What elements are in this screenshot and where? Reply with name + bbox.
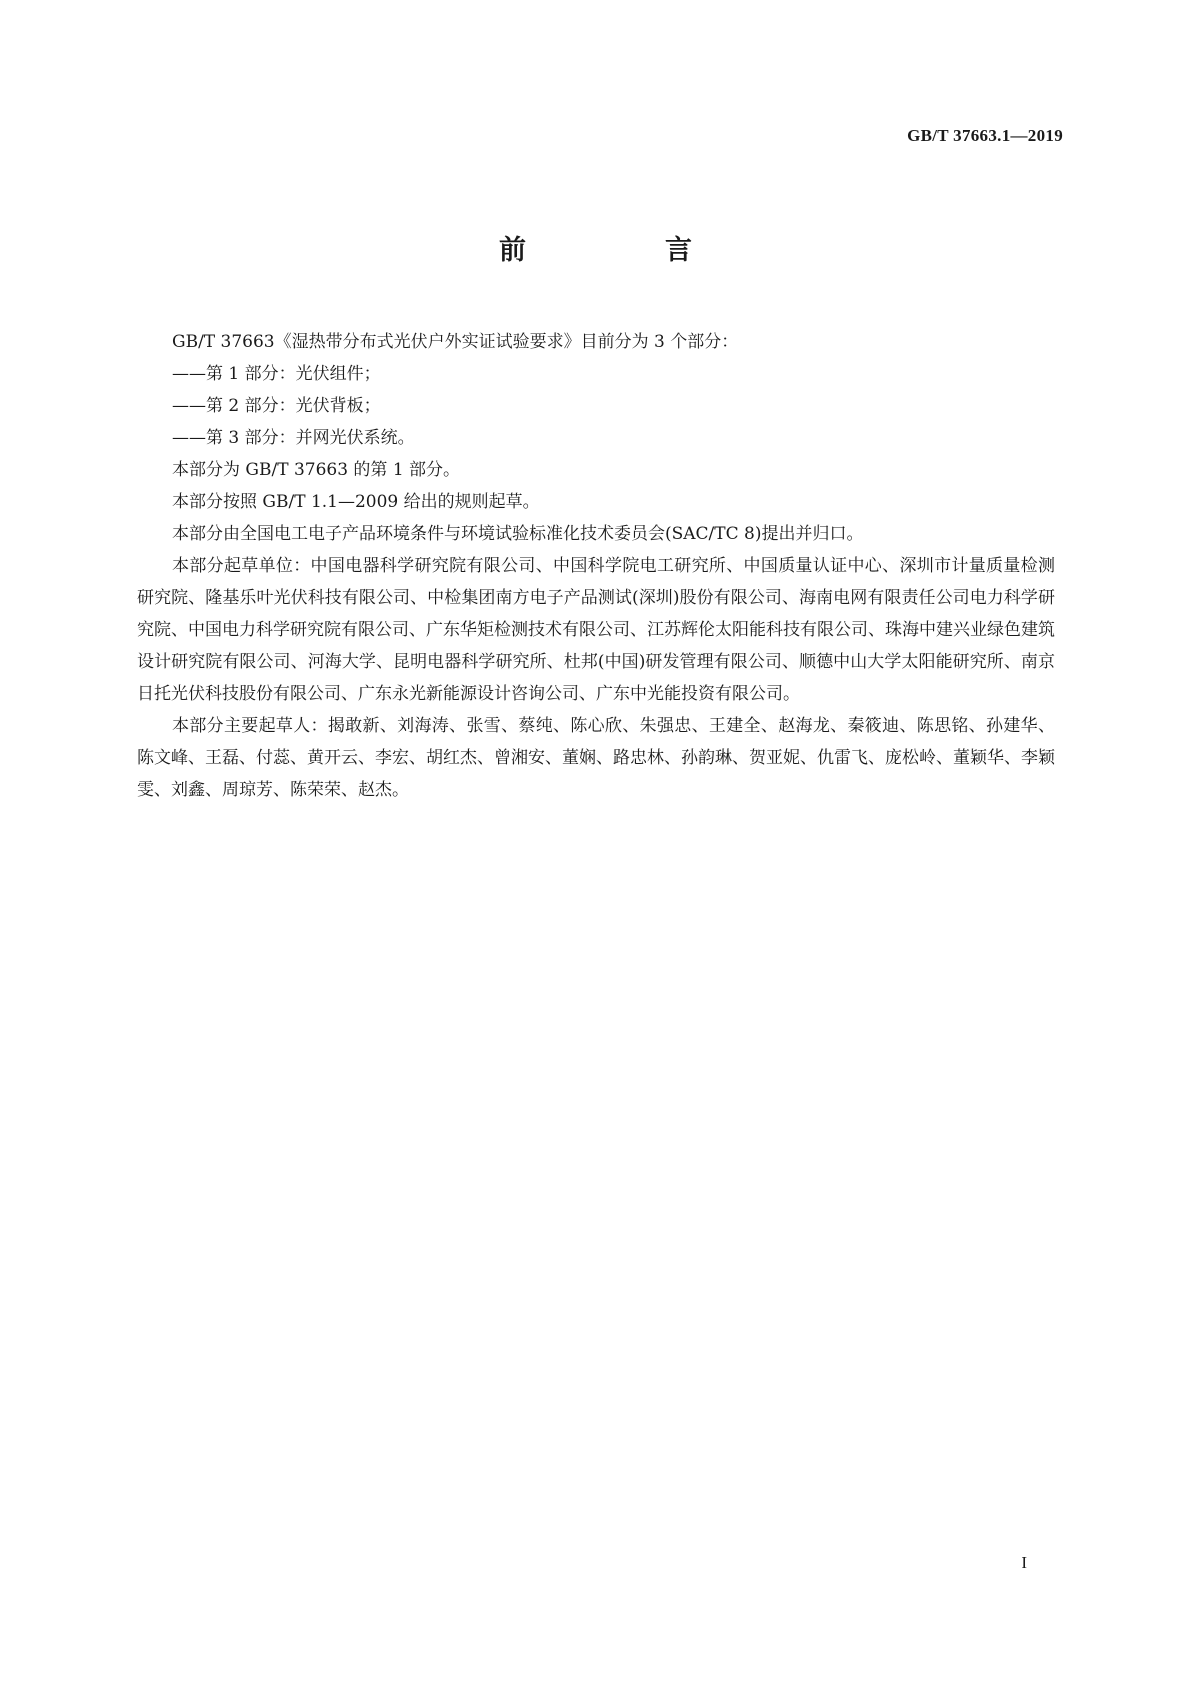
drafting-units-paragraph: 本部分起草单位：中国电器科学研究院有限公司、中国科学院电工研究所、中国质量认证中心、深圳市计量质量检测研究院、隆基乐叶光伏科技有限公司、中检集团南方电子产品测试(深圳)股份有限公司、海南电网有限责任公司电力科学研究院、中国电力科学研究院有限公司、广东华矩检测技术有限公司、江苏辉伦太阳能科技有限公司、珠海中建兴业绿色建筑设计研究院有限公司、河海大学、昆明电器科学研究所、杜邦(中国)研发管理有限公司、顺德中山大学太阳能研究所、南京日托光伏科技股份有限公司、广东永光新能源设计咨询公司、广东中光能投资有限公司。 [137,556,1055,704]
standard-code: GB/T 37663.1—2019 [907,126,1063,145]
drafting-rules-paragraph: 本部分按照 GB/T 1.1—2009 给出的规则起草。 [172,492,540,512]
page-number: I [1021,1553,1027,1572]
this-part-paragraph: 本部分为 GB/T 37663 的第 1 部分。 [172,460,461,480]
list-item-part-1: ——第 1 部分：光伏组件； [172,364,381,384]
foreword-body [137,326,1055,806]
proposed-by-paragraph: 本部分由全国电工电子产品环境条件与环境试验标准化技术委员会(SAC/TC 8)提出并归口。 [172,524,864,544]
list-item-part-2: ——第 2 部分：光伏背板； [172,396,381,416]
drafters-paragraph: 本部分主要起草人：揭敢新、刘海涛、张雪、蔡纯、陈心欣、朱强忠、王建全、赵海龙、秦筱迪、陈思铭、孙建华、陈文峰、王磊、付蕊、黄开云、李宏、胡红杰、曾湘安、董娴、路忠林、孙韵琳、贺亚妮、仇雷飞、庞松岭、董颖华、李颖雯、刘鑫、周琼芳、陈荣荣、赵杰。 [137,716,1055,800]
list-item-part-3: ——第 3 部分：并网光伏系统。 [172,428,415,448]
page-title: 前 言 [499,235,748,266]
intro-paragraph: GB/T 37663《湿热带分布式光伏户外实证试验要求》目前分为 3 个部分： [172,332,739,352]
